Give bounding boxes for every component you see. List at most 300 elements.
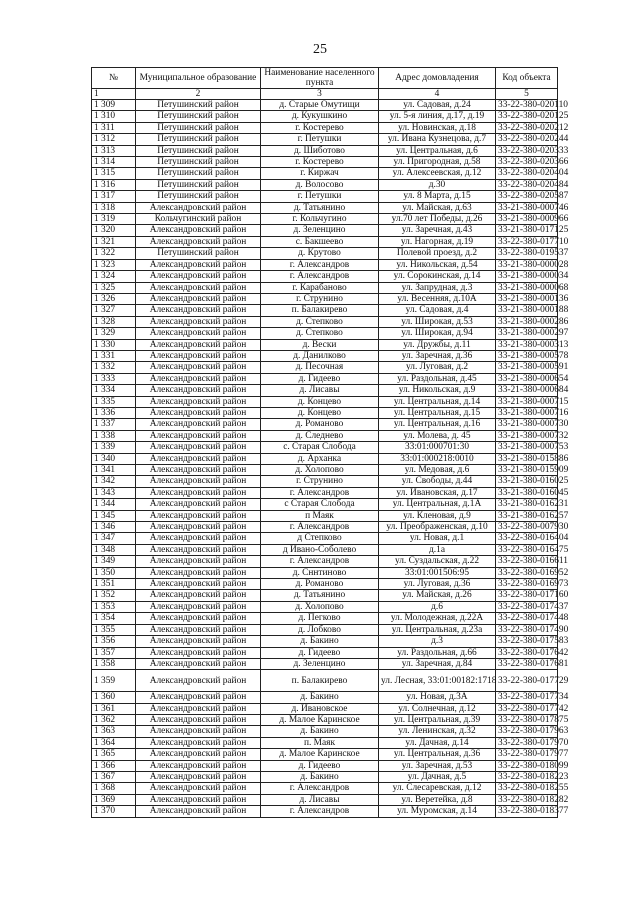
- row-number: 1 313: [92, 145, 136, 156]
- locality-cell: д. Холопово: [261, 465, 379, 476]
- municipality-cell: Александровский район: [136, 670, 261, 692]
- row-number: 1 329: [92, 328, 136, 339]
- locality-cell: с. Бакшеево: [261, 236, 379, 247]
- object-code-cell: 33-22-380-017742: [496, 703, 558, 714]
- locality-cell: д. Песочная: [261, 362, 379, 373]
- address-cell: ул. Кленовая, д.9: [379, 510, 496, 521]
- row-number: 1 349: [92, 556, 136, 567]
- row-number: 1 334: [92, 385, 136, 396]
- row-number: 1 365: [92, 749, 136, 760]
- table-row: [92, 670, 558, 692]
- municipality-cell: Александровский район: [136, 442, 261, 453]
- locality-cell: п Маяк: [261, 510, 379, 521]
- object-code-cell: 33-22-380-018223: [496, 771, 558, 782]
- locality-cell: г. Струнино: [261, 476, 379, 487]
- object-code-cell: 33-22-380-017729: [496, 670, 558, 692]
- municipality-cell: Александровский район: [136, 783, 261, 794]
- row-number: 1 369: [92, 794, 136, 805]
- locality-cell: г. Александров: [261, 522, 379, 533]
- table-row: [92, 590, 558, 601]
- locality-cell: д. Татьянино: [261, 202, 379, 213]
- address-cell: 33:01:001506:95: [379, 567, 496, 578]
- address-cell: ул. Центральная, д.36: [379, 749, 496, 760]
- locality-cell: с Старая Слобода: [261, 499, 379, 510]
- object-code-cell: 33-22-380-020484: [496, 179, 558, 190]
- municipality-cell: Александровский район: [136, 362, 261, 373]
- address-cell: ул. Заречная, д.53: [379, 760, 496, 771]
- address-cell: ул. Никольская, д.9: [379, 385, 496, 396]
- municipality-cell: Петушинский район: [136, 145, 261, 156]
- row-number: 1 346: [92, 522, 136, 533]
- municipality-cell: Александровский район: [136, 465, 261, 476]
- address-cell: 33:01:000701:30: [379, 442, 496, 453]
- object-code-cell: 33-21-380-000753: [496, 442, 558, 453]
- object-code-cell: 33-21-380-000286: [496, 316, 558, 327]
- object-code-cell: 33-21-380-000746: [496, 202, 558, 213]
- address-cell: ул. Центральная, д.39: [379, 714, 496, 725]
- municipality-cell: Петушинский район: [136, 179, 261, 190]
- object-code-cell: 33-22-380-020212: [496, 122, 558, 133]
- locality-cell: д. Малое Каринское: [261, 749, 379, 760]
- row-number: 1 360: [92, 692, 136, 703]
- table-row: [92, 442, 558, 453]
- row-number: 1 323: [92, 259, 136, 270]
- locality-cell: п. Балакирево: [261, 305, 379, 316]
- municipality-cell: Александровский район: [136, 385, 261, 396]
- address-cell: ул. Центральная, д.6: [379, 145, 496, 156]
- locality-cell: д. Степково: [261, 328, 379, 339]
- address-cell: ул. Луговая, д.36: [379, 579, 496, 590]
- municipality-cell: Александровский район: [136, 316, 261, 327]
- municipality-cell: Александровский район: [136, 396, 261, 407]
- column-number: 3: [261, 89, 379, 100]
- address-cell: ул. Дачная, д.14: [379, 737, 496, 748]
- municipality-cell: Александровский район: [136, 737, 261, 748]
- row-number: 1 358: [92, 658, 136, 669]
- municipality-cell: Александровский район: [136, 703, 261, 714]
- municipality-cell: Александровский район: [136, 476, 261, 487]
- locality-cell: г. Кольчугино: [261, 214, 379, 225]
- locality-cell: г. Карабаново: [261, 282, 379, 293]
- table-row: [92, 179, 558, 190]
- locality-cell: д. Зеленцино: [261, 225, 379, 236]
- object-code-cell: 33-22-380-018282: [496, 794, 558, 805]
- row-number: 1 362: [92, 714, 136, 725]
- header-locality: Наименование населенного пункта: [261, 68, 379, 89]
- row-number: 1 312: [92, 134, 136, 145]
- table-row: [92, 339, 558, 350]
- object-code-cell: 33-21-380-000028: [496, 259, 558, 270]
- municipality-cell: Александровский район: [136, 305, 261, 316]
- row-number: 1 367: [92, 771, 136, 782]
- table-row: [92, 737, 558, 748]
- locality-cell: д. Сннтиново: [261, 567, 379, 578]
- locality-cell: п. Балакирево: [261, 670, 379, 692]
- municipality-cell: Петушинский район: [136, 111, 261, 122]
- objects-table: [91, 67, 569, 818]
- table-row: [92, 350, 558, 361]
- municipality-cell: Александровский район: [136, 647, 261, 658]
- locality-cell: д. Кукушкино: [261, 111, 379, 122]
- table-row: [92, 145, 558, 156]
- municipality-cell: Александровский район: [136, 636, 261, 647]
- row-number: 1 352: [92, 590, 136, 601]
- row-number: 1 370: [92, 806, 136, 817]
- row-number: 1 342: [92, 476, 136, 487]
- object-code-cell: 33-22-380-007930: [496, 522, 558, 533]
- locality-cell: д. Романово: [261, 419, 379, 430]
- municipality-cell: Александровский район: [136, 556, 261, 567]
- page-number: 25: [313, 42, 327, 57]
- municipality-cell: Петушинский район: [136, 100, 261, 111]
- address-cell: ул. Заречная, д.43: [379, 225, 496, 236]
- municipality-cell: Александровский район: [136, 714, 261, 725]
- row-number: 1 317: [92, 191, 136, 202]
- column-number: 4: [379, 89, 496, 100]
- address-cell: ул. Суздальская, д.22: [379, 556, 496, 567]
- column-number: 5: [496, 89, 558, 100]
- locality-cell: д. Степково: [261, 316, 379, 327]
- municipality-cell: Петушинский район: [136, 191, 261, 202]
- municipality-cell: Александровский район: [136, 236, 261, 247]
- row-number: 1 320: [92, 225, 136, 236]
- address-cell: ул. Широкая, д.94: [379, 328, 496, 339]
- locality-cell: д. Крутово: [261, 248, 379, 259]
- address-cell: ул. Раздольная, д.66: [379, 647, 496, 658]
- table-row: [92, 373, 558, 384]
- municipality-cell: Александровский район: [136, 282, 261, 293]
- locality-cell: г. Александров: [261, 271, 379, 282]
- row-number: 1 344: [92, 499, 136, 510]
- locality-cell: д. Волосово: [261, 179, 379, 190]
- row-number: 1 355: [92, 624, 136, 635]
- table-row: [92, 259, 558, 270]
- table-row: [92, 305, 558, 316]
- row-number: 1 357: [92, 647, 136, 658]
- object-code-cell: 33-22-380-017448: [496, 613, 558, 624]
- locality-cell: п. Маяк: [261, 737, 379, 748]
- table-row: [92, 202, 558, 213]
- row-number: 1 354: [92, 613, 136, 624]
- object-code-cell: 33-22-380-017437: [496, 601, 558, 612]
- row-number: 1 338: [92, 430, 136, 441]
- address-cell: Полевой проезд, д.2: [379, 248, 496, 259]
- table-row: [92, 579, 558, 590]
- municipality-cell: Александровский район: [136, 407, 261, 418]
- municipality-cell: Александровский район: [136, 350, 261, 361]
- municipality-cell: Александровский район: [136, 613, 261, 624]
- address-cell: ул. Сорокинская, д.14: [379, 271, 496, 282]
- object-code-cell: 33-22-380-017710: [496, 236, 558, 247]
- table-row: [92, 613, 558, 624]
- address-cell: ул. Центральная, д.14: [379, 396, 496, 407]
- municipality-cell: Александровский район: [136, 271, 261, 282]
- table-header-row: [92, 68, 558, 89]
- locality-cell: д. Бакино: [261, 771, 379, 782]
- address-cell: ул. Центральная, д.1А: [379, 499, 496, 510]
- municipality-cell: Александровский район: [136, 419, 261, 430]
- object-code-cell: 33-21-380-000188: [496, 305, 558, 316]
- address-cell: ул.70 лет Победы, д.26: [379, 214, 496, 225]
- table-row: [92, 726, 558, 737]
- row-number: 1 366: [92, 760, 136, 771]
- municipality-cell: Петушинский район: [136, 168, 261, 179]
- row-number: 1 315: [92, 168, 136, 179]
- row-number: 1 316: [92, 179, 136, 190]
- table-row: [92, 100, 558, 111]
- row-number: 1 363: [92, 726, 136, 737]
- address-cell: ул. Пригородная, д.58: [379, 157, 496, 168]
- table-row: [92, 533, 558, 544]
- table-row: [92, 134, 558, 145]
- row-number: 1 318: [92, 202, 136, 213]
- address-cell: ул. Майская, д.26: [379, 590, 496, 601]
- object-code-cell: 33-22-380-018255: [496, 783, 558, 794]
- table-row: [92, 601, 558, 612]
- row-number: 1 310: [92, 111, 136, 122]
- table-row: [92, 636, 558, 647]
- row-number: 1 356: [92, 636, 136, 647]
- locality-cell: г. Александров: [261, 259, 379, 270]
- locality-cell: д. Пегково: [261, 613, 379, 624]
- locality-cell: г. Петушки: [261, 191, 379, 202]
- row-number: 1 368: [92, 783, 136, 794]
- locality-cell: с. Старая Слобода: [261, 442, 379, 453]
- locality-cell: д. Бакино: [261, 636, 379, 647]
- municipality-cell: Александровский район: [136, 794, 261, 805]
- object-code-cell: 33-22-380-017734: [496, 692, 558, 703]
- address-cell: д.3: [379, 636, 496, 647]
- address-cell: ул. Центральная, д.23а: [379, 624, 496, 635]
- object-code-cell: 33-22-380-020404: [496, 168, 558, 179]
- table-row: [92, 771, 558, 782]
- object-code-cell: 33-21-380-000966: [496, 214, 558, 225]
- column-number-row: [92, 89, 558, 100]
- municipality-cell: Петушинский район: [136, 134, 261, 145]
- table-row: [92, 111, 558, 122]
- row-number: 1 335: [92, 396, 136, 407]
- address-cell: ул. Центральная, д.15: [379, 407, 496, 418]
- object-code-cell: 33-21-380-000297: [496, 328, 558, 339]
- locality-cell: г. Александров: [261, 487, 379, 498]
- table-row: [92, 544, 558, 555]
- address-cell: д.6: [379, 601, 496, 612]
- municipality-cell: Александровский район: [136, 806, 261, 817]
- object-code-cell: 33-22-380-016952: [496, 567, 558, 578]
- row-number: 1 319: [92, 214, 136, 225]
- table-row: [92, 714, 558, 725]
- municipality-cell: Александровский район: [136, 339, 261, 350]
- table-row: [92, 624, 558, 635]
- object-code-cell: 33-22-380-018099: [496, 760, 558, 771]
- object-code-cell: 33-22-380-020333: [496, 145, 558, 156]
- municipality-cell: Александровский район: [136, 522, 261, 533]
- address-cell: ул. Ленинская, д.32: [379, 726, 496, 737]
- locality-cell: д. Старые Омутищи: [261, 100, 379, 111]
- object-code-cell: 33-22-380-016475: [496, 544, 558, 555]
- row-number: 1 327: [92, 305, 136, 316]
- table-row: [92, 465, 558, 476]
- table-row: [92, 476, 558, 487]
- locality-cell: г. Костерево: [261, 122, 379, 133]
- table-row: [92, 293, 558, 304]
- municipality-cell: Александровский район: [136, 601, 261, 612]
- object-code-cell: 33-21-380-000716: [496, 407, 558, 418]
- locality-cell: д. Зеленцино: [261, 658, 379, 669]
- row-number: 1 314: [92, 157, 136, 168]
- row-number: 1 353: [92, 601, 136, 612]
- address-cell: ул. Луговая, д.2: [379, 362, 496, 373]
- address-cell: д.1а: [379, 544, 496, 555]
- row-number: 1 326: [92, 293, 136, 304]
- table-row: [92, 191, 558, 202]
- municipality-cell: Александровский район: [136, 533, 261, 544]
- locality-cell: д. Вески: [261, 339, 379, 350]
- locality-cell: д. Концево: [261, 396, 379, 407]
- object-code-cell: 33-21-380-000684: [496, 385, 558, 396]
- object-code-cell: 33-21-380-000730: [496, 419, 558, 430]
- municipality-cell: Петушинский район: [136, 157, 261, 168]
- locality-cell: д. Бакино: [261, 692, 379, 703]
- table-row: [92, 271, 558, 282]
- table-row: [92, 248, 558, 259]
- object-code-cell: 33-21-380-016025: [496, 476, 558, 487]
- address-cell: ул. Запрудная, д.3: [379, 282, 496, 293]
- municipality-cell: Александровский район: [136, 579, 261, 590]
- row-number: 1 345: [92, 510, 136, 521]
- row-number: 1 364: [92, 737, 136, 748]
- row-number: 1 324: [92, 271, 136, 282]
- row-number: 1 330: [92, 339, 136, 350]
- municipality-cell: Александровский район: [136, 567, 261, 578]
- table-row: [92, 396, 558, 407]
- row-number: 1 325: [92, 282, 136, 293]
- object-code-cell: 33-22-380-017970: [496, 737, 558, 748]
- address-cell: ул. Новая, д.3А: [379, 692, 496, 703]
- object-code-cell: 33-21-380-000034: [496, 271, 558, 282]
- object-code-cell: 33-22-380-016611: [496, 556, 558, 567]
- table-row: [92, 522, 558, 533]
- table-row: [92, 499, 558, 510]
- object-code-cell: 33-22-380-017642: [496, 647, 558, 658]
- address-cell: ул. Новинская, д.18: [379, 122, 496, 133]
- address-cell: ул. Ивановская, д.17: [379, 487, 496, 498]
- address-cell: ул. Солнечная, д.12: [379, 703, 496, 714]
- table-row: [92, 362, 558, 373]
- table-body: [92, 100, 569, 818]
- row-number: 1 351: [92, 579, 136, 590]
- table-row: [92, 236, 558, 247]
- locality-cell: д. Гидеево: [261, 760, 379, 771]
- table-row: [92, 510, 558, 521]
- table-row: [92, 760, 558, 771]
- municipality-cell: Александровский район: [136, 749, 261, 760]
- table-row: [92, 703, 558, 714]
- locality-cell: д. Шиботово: [261, 145, 379, 156]
- table-row: [92, 316, 558, 327]
- table-row: [92, 157, 558, 168]
- table-row: [92, 168, 558, 179]
- row-number: 1 336: [92, 407, 136, 418]
- object-code-cell: 33-21-380-000732: [496, 430, 558, 441]
- municipality-cell: Александровский район: [136, 544, 261, 555]
- table-row: [92, 647, 558, 658]
- municipality-cell: Александровский район: [136, 499, 261, 510]
- municipality-cell: Александровский район: [136, 225, 261, 236]
- address-cell: ул. Молодежная, д.22А: [379, 613, 496, 624]
- row-number: 1 341: [92, 465, 136, 476]
- municipality-cell: Петушинский район: [136, 248, 261, 259]
- locality-cell: г. Александров: [261, 806, 379, 817]
- header-number: №: [92, 68, 136, 89]
- address-cell: ул. Широкая, д.53: [379, 316, 496, 327]
- object-code-cell: 33-21-380-017125: [496, 225, 558, 236]
- address-cell: ул. Слесаревская, д.12: [379, 783, 496, 794]
- table-row: [92, 749, 558, 760]
- row-number: 1 311: [92, 122, 136, 133]
- municipality-cell: Александровский район: [136, 293, 261, 304]
- object-code-cell: 33-22-380-017977: [496, 749, 558, 760]
- object-code-cell: 33-22-380-016404: [496, 533, 558, 544]
- municipality-cell: Александровский район: [136, 692, 261, 703]
- column-number: 1: [92, 89, 136, 100]
- locality-cell: д. Романово: [261, 579, 379, 590]
- locality-cell: д. Арханка: [261, 453, 379, 464]
- row-number: 1 361: [92, 703, 136, 714]
- object-code-cell: 33-22-380-017681: [496, 658, 558, 669]
- locality-cell: д. Лобково: [261, 624, 379, 635]
- object-code-cell: 33-22-380-020244: [496, 134, 558, 145]
- table-row: [92, 430, 558, 441]
- table-row: [92, 487, 558, 498]
- table-row: [92, 225, 558, 236]
- object-code-cell: 33-21-380-000136: [496, 293, 558, 304]
- header-address: Адрес домовладения: [379, 68, 496, 89]
- table-row: [92, 385, 558, 396]
- object-code-cell: 33-21-380-000578: [496, 350, 558, 361]
- locality-cell: г. Струнино: [261, 293, 379, 304]
- table-row: [92, 806, 558, 817]
- table-row: [92, 794, 558, 805]
- municipality-cell: Александровский район: [136, 760, 261, 771]
- row-number: 1 331: [92, 350, 136, 361]
- locality-cell: г. Петушки: [261, 134, 379, 145]
- locality-cell: д. Лисавы: [261, 794, 379, 805]
- row-number: 1 328: [92, 316, 136, 327]
- object-code-cell: 33-21-380-000313: [496, 339, 558, 350]
- address-cell: ул. Дачная, д.5: [379, 771, 496, 782]
- municipality-cell: Александровский район: [136, 202, 261, 213]
- address-cell: ул. Раздольная, д.45: [379, 373, 496, 384]
- locality-cell: г. Александров: [261, 783, 379, 794]
- table-row: [92, 328, 558, 339]
- locality-cell: г. Александров: [261, 556, 379, 567]
- locality-cell: д Ивано-Соболево: [261, 544, 379, 555]
- address-cell: ул. Медовая, д.6: [379, 465, 496, 476]
- object-code-cell: 33-22-380-019537: [496, 248, 558, 259]
- locality-cell: д. Малое Каринское: [261, 714, 379, 725]
- locality-cell: д. Татьянино: [261, 590, 379, 601]
- municipality-cell: Александровский район: [136, 373, 261, 384]
- object-code-cell: 33-22-380-020587: [496, 191, 558, 202]
- row-number: 1 332: [92, 362, 136, 373]
- object-code-cell: 33-21-380-015886: [496, 453, 558, 464]
- address-cell: ул. Преображенская, д.10: [379, 522, 496, 533]
- address-cell: ул. Садовая, д.24: [379, 100, 496, 111]
- municipality-cell: Александровский район: [136, 328, 261, 339]
- row-number: 1 321: [92, 236, 136, 247]
- row-number: 1 337: [92, 419, 136, 430]
